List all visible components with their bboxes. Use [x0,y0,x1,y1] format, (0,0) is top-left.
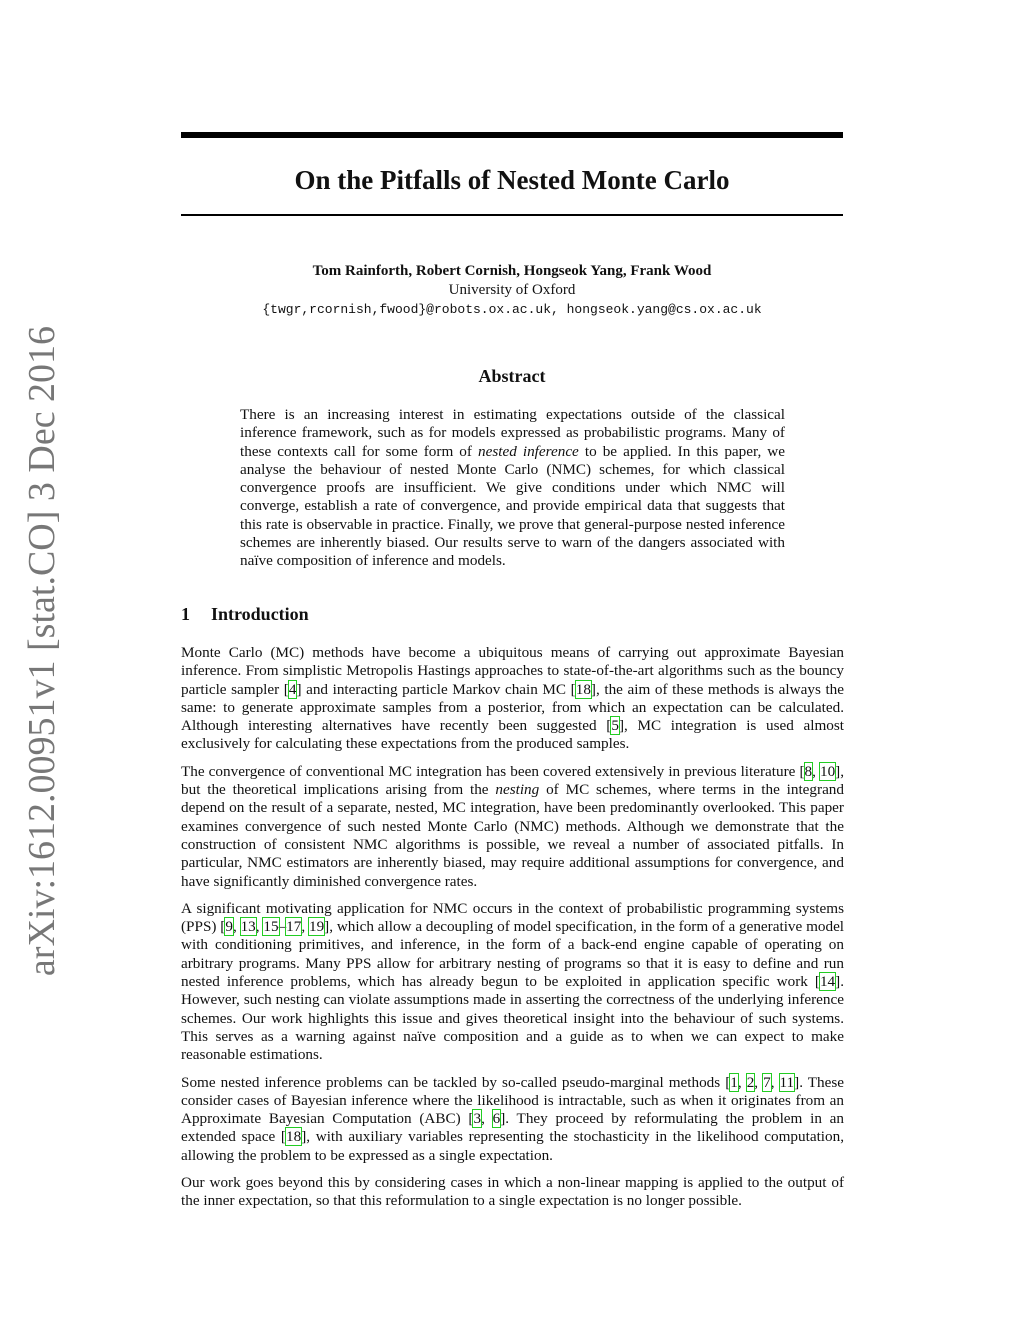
citation-link[interactable]: 3 [473,1110,482,1128]
introduction-body [181,644,844,1220]
citation-link[interactable]: 13 [240,918,256,936]
citation-link[interactable]: 5 [611,717,619,735]
text-span: – [278,918,287,936]
text-span: , [232,918,241,936]
text-span: ], with auxiliary variables representing the stochasticity in the likelihood computation, allowing the problem to be expressed as a single expectation. [181,1128,844,1164]
citation-link[interactable]: 6 [492,1110,501,1128]
author-emails: {twgr,rcornish,fwood}@robots.ox.ac.uk, hongseok.yang@cs.ox.ac.uk [262,302,762,317]
text-span: ], MC integration is used almost exclusively for calculating these expectations from the produced samples. [181,717,845,753]
text-span: of MC schemes, where terms in the integrand depend on the result of a separate, nested, MC integration, have been predominantly overlooked. This paper examines convergence of such nested Monte Carlo (NMC) methods. Although we demonstrate that the construction of consistent NMC algorithms is possible, we reveal a number of associated pitfalls. In particular, NMC estimators are inherently biased, may require additional assumptions for convergence, and have significantly diminished convergence rates. [181,781,844,890]
citation-link[interactable]: 14 [819,973,836,991]
text-span: ] and interacting particle Markov chain MC [ [296,680,576,698]
text-span: Our work goes beyond this by considering cases in which a non-linear mapping is applied to the output of the inner expectation, so that this reformulation to a single expectation is no longer possible. [181,1174,844,1210]
abstract-body [240,406,785,571]
author-list: Tom Rainforth, Robert Cornish, Hongseok Yang, Frank Wood [312,263,712,279]
paragraph-1 [181,644,844,754]
text-span: Some nested inference problems can be tackled by so-called pseudo-marginal methods [ [181,1073,731,1091]
text-span: ]. They proceed by reformulating the problem in an extended space [ [181,1110,844,1146]
citation-link[interactable]: 18 [286,1128,302,1146]
paper-title: On the Pitfalls of Nested Monte Carlo [294,165,730,195]
citation-link[interactable]: 10 [819,762,836,780]
section-heading-introduction [181,602,309,626]
affiliation: University of Oxford [448,282,576,298]
text-span: , [770,1073,780,1091]
abstract-emphasis: nested inference [478,442,579,460]
text-span: , [481,1110,493,1128]
text-span: A significant motivating application for NMC occurs in the context of probabilistic programming systems (PPS) [ [181,899,844,936]
emphasis-text: nesting [495,781,540,799]
citation-link[interactable]: 9 [225,918,233,936]
text-span: ]. However, such nesting can violate assumptions made in asserting the correctness of the underlying inference schemes. Our work highlights this issue and gives theoretical insight into the behaviour of such systems. This serves as a warning against naïve composition and a guide as to when we can expect to make reasonable estimations. [181,973,844,1064]
text-span: Monte Carlo (MC) methods have become a ubiquitous means of carrying out approximate Bayesian inference. From simplistic Metropolis Hastings approaches to state-of-the-art algorithms such as the bouncy particle sampler [ [181,644,844,698]
text-span: ], which allow a decoupling of model specification, in the form of a generative model with conditioning primitives, and inference, in the form of a back-end engine capable of operating on arbitrary programs. Many PPS allow for arbitrary nesting of programs so that it is easy to define and run nested inference problems, which has already begun to be exploited in application specific work [ [181,918,845,991]
section-title: Introduction [211,604,309,624]
citation-link[interactable]: 17 [286,918,302,936]
citation-link[interactable]: 1 [730,1073,738,1091]
text-span: ], the aim of these methods is always the same: to generate approximate samples from a posterior, from which an expectation can be calculated. Although interesting alternatives have recently been suggested [ [181,680,844,735]
text-span: , [812,762,820,780]
title-top-rule [181,132,843,138]
section-number: 1 [181,604,190,624]
paragraph-3 [181,900,844,1065]
citation-link[interactable]: 15 [263,918,279,936]
paragraph-2 [181,763,844,891]
citation-link[interactable]: 2 [746,1073,755,1091]
abstract-text: to be applied. In this paper, we analyse the behaviour of nested Monte Carlo (NMC) schemes, for which classical convergence proofs are insufficient. We give conditions under which NMC will converge, establish a rate of convergence, and provide empirical data that suggests that this rate is observable in practice. Finally, we prove that general-purpose nested inference schemes are inherently biased. Our results serve to warn of the dangers associated with naïve composition of inference and models. [240,442,785,570]
text-span: The convergence of conventional MC integration has been covered extensively in previous literature [ [181,762,805,780]
citation-link[interactable]: 19 [308,918,325,936]
title-bottom-rule [181,214,843,216]
citation-link[interactable]: 4 [288,680,297,698]
text-span: , [255,918,264,936]
text-span: ]. These consider cases of Bayesian inference where the likelihood is intractable, such as when it originates from an Approximate Bayesian Computation (ABC) [ [181,1073,845,1128]
citation-link[interactable]: 18 [575,680,591,698]
text-span: , [301,918,309,936]
paragraph-5 [181,1174,844,1211]
citation-link[interactable]: 7 [763,1073,771,1091]
abstract-heading: Abstract [478,366,546,386]
abstract-text: There is an increasing interest in estimating expectations outside of the classical inference framework, such as for models expressed as probabilistic programs. Many of these contexts call for some form of [240,406,785,460]
citation-link[interactable]: 11 [779,1073,795,1091]
text-span: ], but the theoretical implications arising from the [181,762,845,799]
paragraph-4 [181,1074,844,1165]
text-span: , [754,1073,764,1091]
text-span: , [737,1073,747,1091]
arxiv-side-stamp[interactable]: arXiv:1612.00951v1 [stat.CO] 3 Dec 2016 [21,325,63,977]
citation-link[interactable]: 8 [804,762,813,780]
